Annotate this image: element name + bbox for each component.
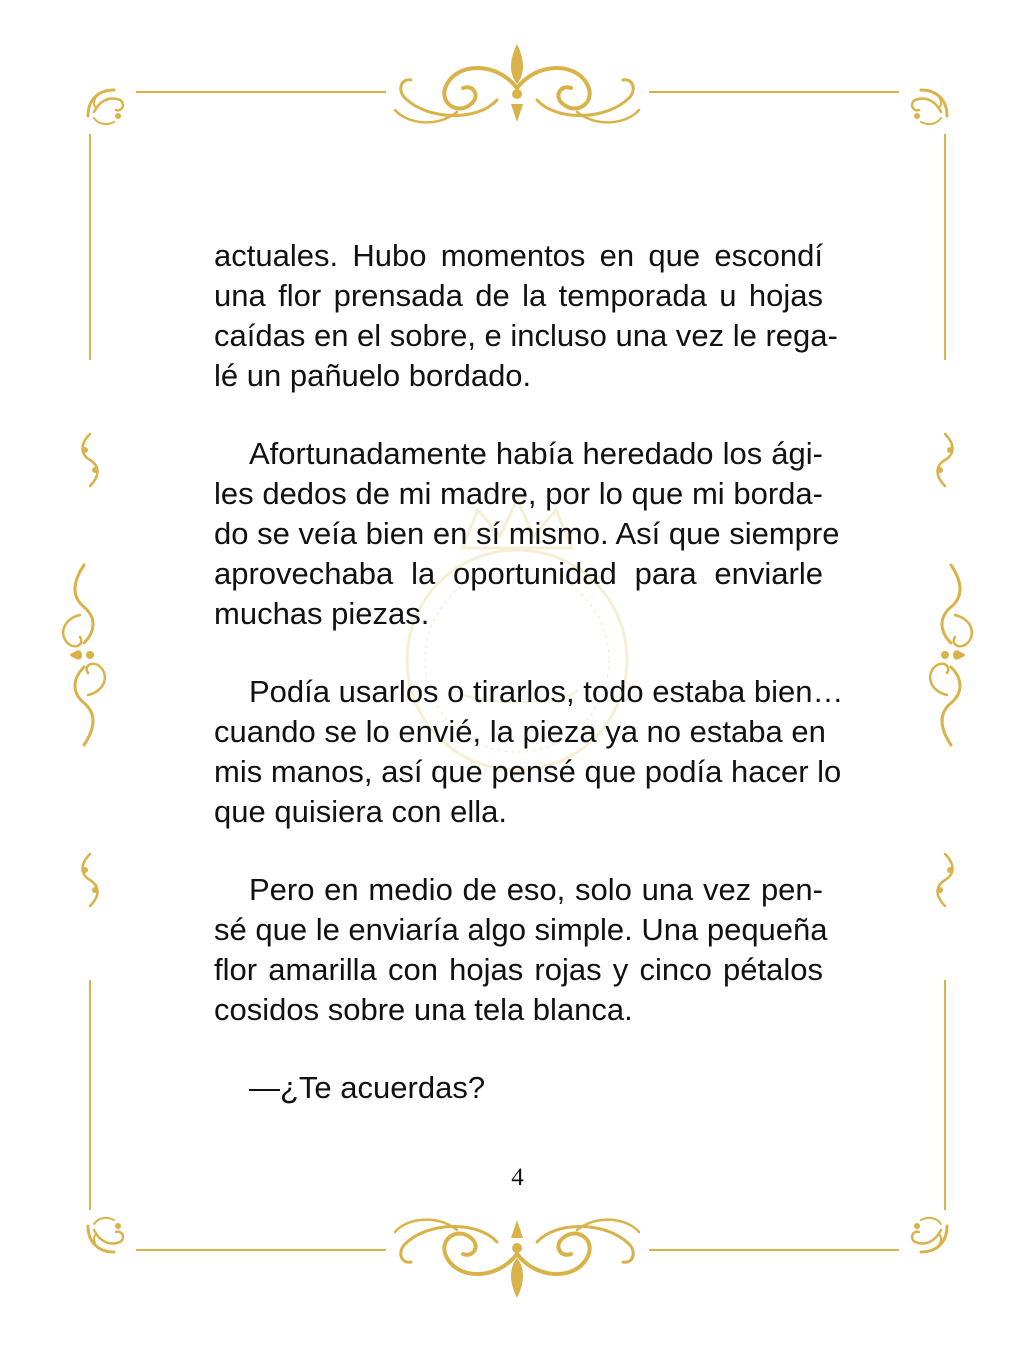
text-line: aprovechaba la oportunidad para enviarle [214, 556, 823, 591]
page-number: 4 [511, 1164, 524, 1191]
text-line: lé un pañuelo bordado. [214, 358, 532, 393]
text-line: do se veía bien en sí mismo. Así que siempre [214, 516, 840, 551]
text-line: Podía usarlos o tirarlos, todo estaba bien… [249, 674, 844, 709]
text-line: mis manos, así que pensé que podía hacer lo [214, 754, 842, 789]
paragraph-2 [214, 434, 840, 634]
text-line: sé que le enviaría algo simple. Una pequeña [214, 912, 828, 947]
text-line: una flor prensada de la temporada u hojas [214, 278, 823, 313]
text-line: muchas piezas. [214, 596, 430, 631]
text-line: —¿Te acuerdas? [249, 1070, 486, 1105]
paragraph-4 [214, 870, 828, 1030]
text-line: que quisiera con ella. [214, 794, 507, 829]
paragraph-1 [214, 236, 838, 396]
text-line: cosidos sobre una tela blanca. [214, 992, 633, 1027]
text-line: caídas en el sobre, e incluso una vez le rega- [214, 318, 838, 353]
book-page-text [214, 236, 844, 1146]
text-line: les dedos de mi madre, por lo que mi borda- [214, 476, 823, 511]
text-line: flor amarilla con hojas rojas y cinco pétalos [214, 952, 823, 987]
paragraph-5 [214, 1068, 823, 1108]
paragraph-3 [214, 672, 844, 832]
text-line: Pero en medio de eso, solo una vez pen- [249, 872, 823, 907]
text-line: Afortunadamente había heredado los ági- [249, 436, 823, 471]
text-line: actuales. Hubo momentos en que escondí [214, 238, 823, 273]
text-line: cuando se lo envié, la pieza ya no estaba en [214, 714, 826, 749]
